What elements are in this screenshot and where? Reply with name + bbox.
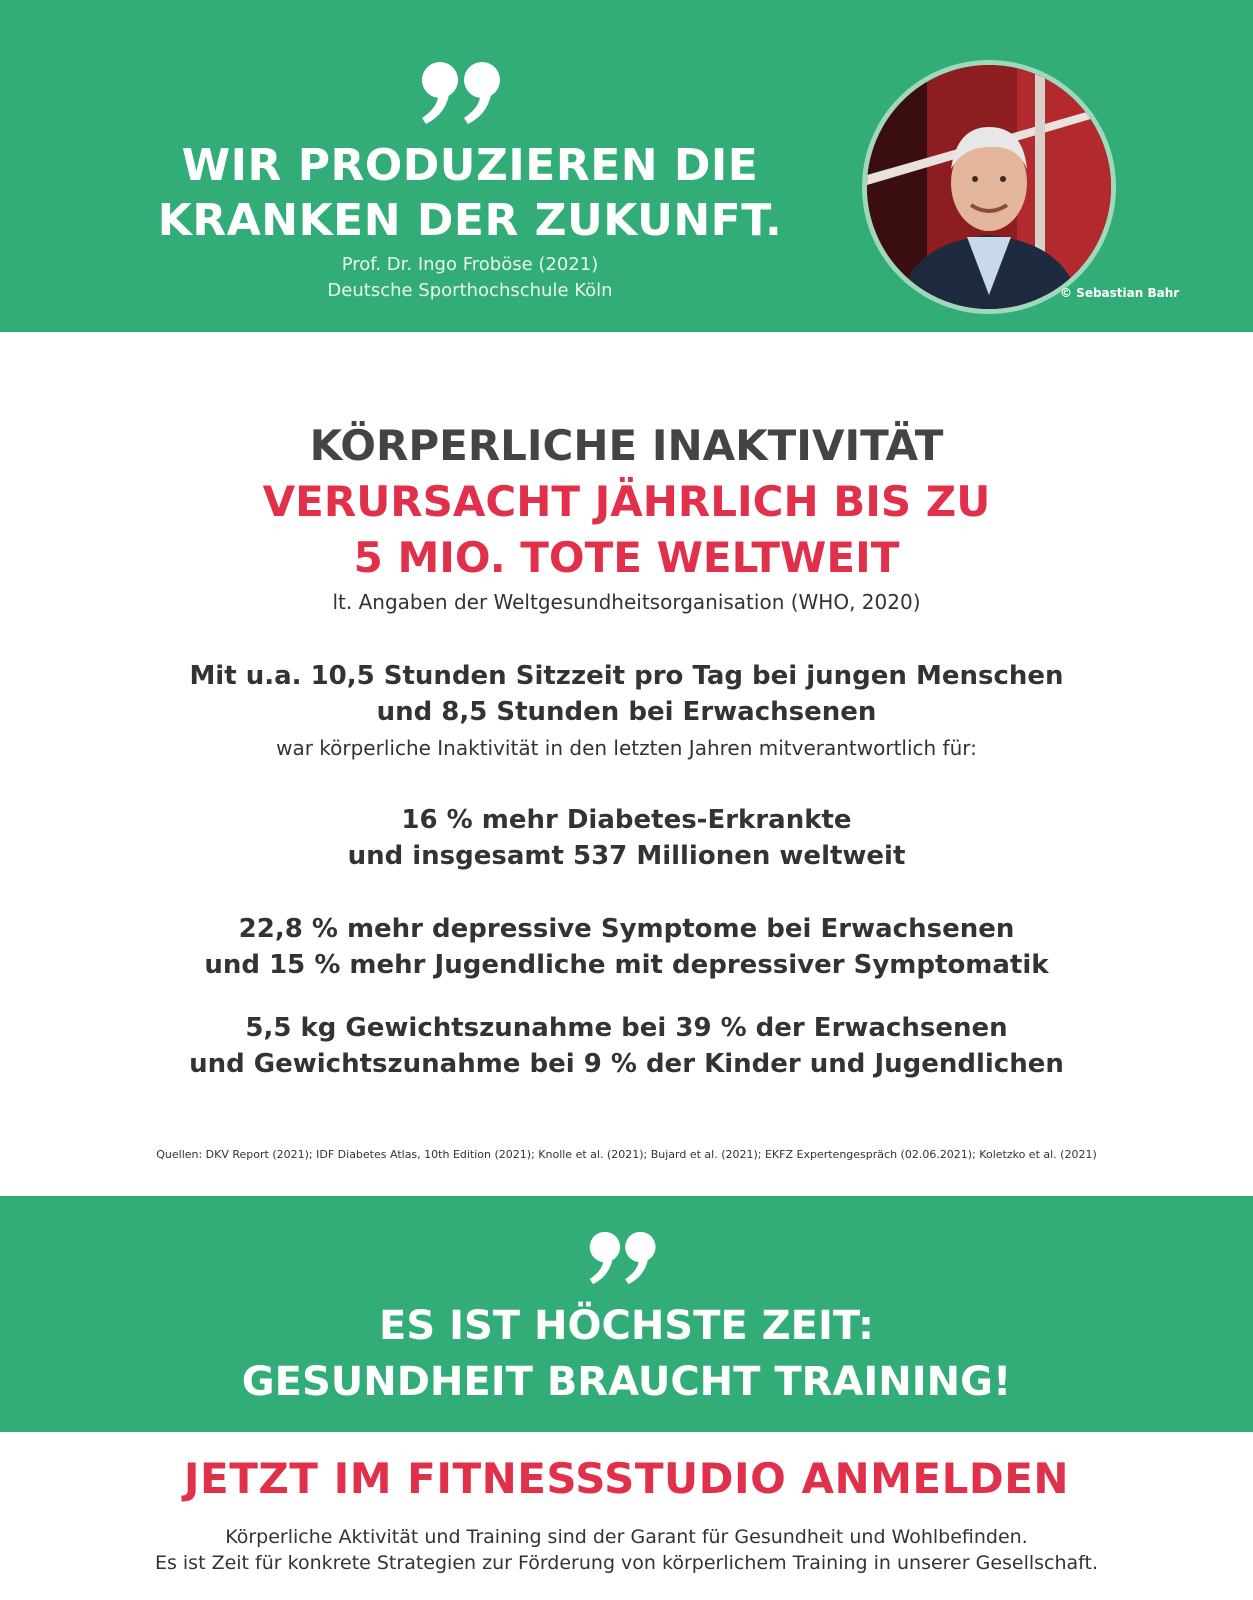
quote-mark-icon <box>420 58 510 128</box>
sources-footnote: Quellen: DKV Report (2021); IDF Diabetes Atlas, 10th Edition (2021); Knolle et al. (2021); Bujard et al. (2021); EKFZ Expertengespräch (02.06.2021); Koletzko et al. (2021) <box>156 1148 1097 1161</box>
top-quote-line1: WIR PRODUZIEREN DIE <box>181 140 759 191</box>
photo-credit: © Sebastian Bahr <box>1060 286 1180 300</box>
top-quote-line2: KRANKEN DER ZUKUNFT. <box>157 195 783 246</box>
who-source: lt. Angaben der Weltgesundheitsorganisation (WHO, 2020) <box>332 590 921 614</box>
stat-line2: und Gewichtszunahme bei 9 % der Kinder und Jugendlichen <box>189 1049 1064 1079</box>
closing-text <box>0 1524 1253 1576</box>
bottom-quote-line1: ES IST HÖCHSTE ZEIT: <box>379 1303 874 1349</box>
sitting-line2: und 8,5 Stunden bei Erwachsenen <box>376 697 877 727</box>
stat-line1: 16 % mehr Diabetes-Erkrankte <box>401 805 852 835</box>
sitting-line1: Mit u.a. 10,5 Stunden Sitzzeit pro Tag bei jungen Menschen <box>189 661 1064 691</box>
sitting-time-stat <box>0 658 1253 730</box>
closing-line1: Körperliche Aktivität und Training sind der Garant für Gesundheit und Wohlbefinden. <box>225 1526 1028 1548</box>
attribution-institution: Deutsche Sporthochschule Köln <box>327 280 613 301</box>
headline-line2: VERURSACHT JÄHRLICH BIS ZU <box>262 477 991 526</box>
depression-stat <box>0 911 1253 983</box>
bottom-quote-line2: GESUNDHEIT BRAUCHT TRAINING! <box>241 1359 1012 1405</box>
headline-line3: 5 MIO. TOTE WELTWEIT <box>353 533 900 582</box>
main-headline <box>0 418 1253 586</box>
diabetes-stat <box>0 802 1253 874</box>
attribution-name: Prof. Dr. Ingo Froböse (2021) <box>341 254 599 275</box>
weight-gain-stat <box>0 1010 1253 1082</box>
sitting-intro: war körperliche Inaktivität in den letzten Jahren mitverantwortlich für: <box>276 736 977 760</box>
top-quote <box>110 138 830 248</box>
bottom-quote <box>0 1298 1253 1410</box>
signup-call-to-action: JETZT IM FITNESSSTUDIO ANMELDEN <box>183 1454 1070 1503</box>
stat-line1: 5,5 kg Gewichtszunahme bei 39 % der Erwachsenen <box>245 1013 1008 1043</box>
stat-line1: 22,8 % mehr depressive Symptome bei Erwachsenen <box>238 914 1015 944</box>
quote-attribution <box>230 252 710 304</box>
stat-line2: und insgesamt 537 Millionen weltweit <box>347 841 906 871</box>
quote-mark-icon <box>588 1228 664 1288</box>
headline-line1: KÖRPERLICHE INAKTIVITÄT <box>309 421 944 470</box>
closing-line2: Es ist Zeit für konkrete Strategien zur Förderung von körperlichem Training in unserer Gesellschaft. <box>154 1552 1099 1574</box>
stat-line2: und 15 % mehr Jugendliche mit depressiver Symptomatik <box>204 950 1049 980</box>
portrait-photo <box>862 60 1116 314</box>
